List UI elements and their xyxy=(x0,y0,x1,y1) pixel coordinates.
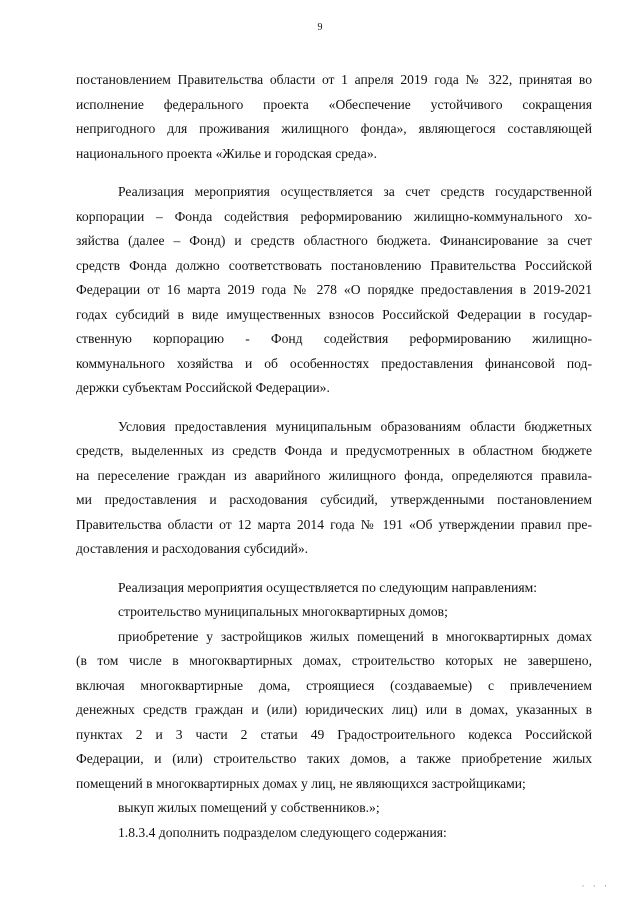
paragraph-6 xyxy=(76,625,592,797)
text-line: доставления и расходования субсидий». xyxy=(76,541,309,556)
text-line: средств Фонда должно соответствовать постановлению Правительства Российской xyxy=(76,257,592,273)
paragraph-7 xyxy=(76,796,592,821)
text-line: корпорации – Фонда содействия реформированию жилищно-коммунального хо- xyxy=(76,208,592,224)
paragraph-4 xyxy=(76,576,592,601)
paragraph-2 xyxy=(76,180,592,401)
paragraph-3 xyxy=(76,415,592,562)
text-line: Реализация мероприятия осуществляется за счет средств государственной xyxy=(118,184,592,199)
text-line: приобретение у застройщиков жилых помещений в многоквартирных домах xyxy=(118,628,592,644)
text-line: денежных средств граждан и (или) юридических лиц) или в домах, указанных в xyxy=(76,702,592,717)
text-line: пунктах 2 и 3 части 2 статьи 49 Градостроительного кодекса Российской xyxy=(76,726,592,742)
text-line: (в том числе в многоквартирных домах, строительство которых не завершено, xyxy=(76,653,592,668)
text-line: национального проекта «Жилье и городская среда». xyxy=(76,145,378,161)
text-line: Федерации, и (или) строительство таких домов, а также приобретение жилых xyxy=(76,751,592,766)
text-line: на переселение граждан из аварийного жилищного фонда, определяются правила- xyxy=(76,467,592,483)
text-line: Правительства области от 12 марта 2014 года № 191 «Об утверждении правил пре- xyxy=(76,516,592,532)
text-line: включая многоквартирные дома, строящиеся (создаваемые) с привлечением xyxy=(76,677,592,693)
text-line: исполнение федерального проекта «Обеспечение устойчивого сокращения xyxy=(76,96,592,112)
text-line: годах субсидий в виде имущественных взносов Российской Федерации в государ- xyxy=(76,306,592,322)
text-line: держки субъектам Российской Федерации». xyxy=(76,380,330,395)
text-line: 1.8.3.4 дополнить подразделом следующего содержания: xyxy=(118,824,447,840)
text-line: непригодного для проживания жилищного фонда», являющегося составляющей xyxy=(76,121,592,136)
text-line: ми предоставления и расходования субсидий, утвержденными постановлением xyxy=(76,492,592,507)
text-line: строительство муниципальных многоквартирных домов; xyxy=(118,604,448,619)
text-line: Реализация мероприятия осуществляется по следующим направлениям: xyxy=(118,579,538,595)
text-line: Условия предоставления муниципальным образованиям области бюджетных xyxy=(118,418,592,434)
text-line: помещений в многоквартирных домах у лиц, не являющихся застройщиками; xyxy=(76,775,526,791)
page-number: 9 xyxy=(317,22,323,33)
text-line: постановлением Правительства области от 1 апреля 2019 года № 322, принятая во xyxy=(76,72,592,87)
paragraph-1 xyxy=(76,68,592,166)
document-body xyxy=(76,68,592,845)
text-line: выкуп жилых помещений у собственников.»; xyxy=(118,800,380,815)
text-line: Федерации от 16 марта 2019 года № 278 «О порядке предоставления в 2019-2021 xyxy=(76,282,592,297)
scan-mark: · · · xyxy=(581,881,610,891)
text-line: средств, выделенных из средств Фонда и предусмотренных в областном бюджете xyxy=(76,443,592,458)
text-line: коммунального хозяйства и об особенностях предоставления финансовой под- xyxy=(76,355,592,371)
text-line: ственную корпорацию - Фонд содействия реформированию жилищно- xyxy=(76,331,592,346)
text-line: зяйства (далее – Фонд) и средств областного бюджета. Финансирование за счет xyxy=(76,233,592,248)
paragraph-5 xyxy=(76,600,592,625)
paragraph-8 xyxy=(76,821,592,846)
